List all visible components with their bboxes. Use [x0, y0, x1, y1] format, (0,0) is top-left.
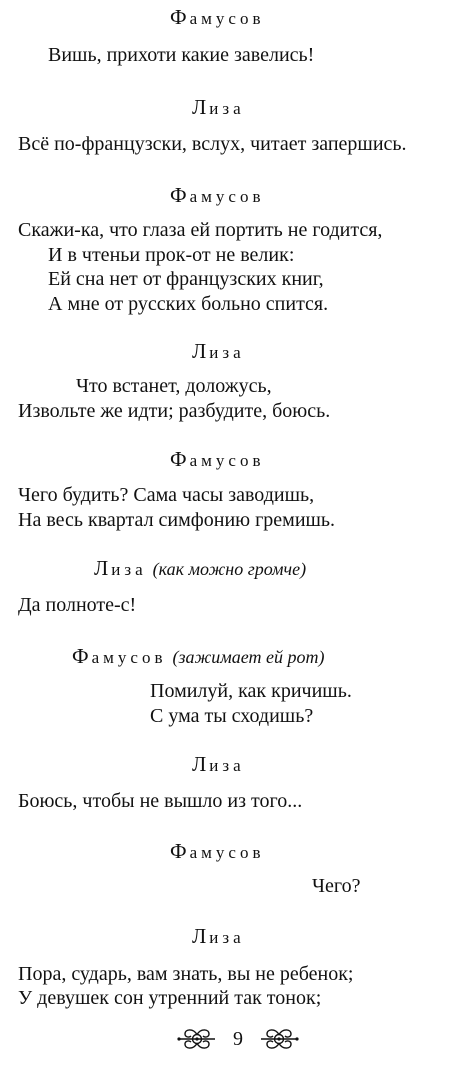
verse-line: Всё по-французски, вслух, читает запершись.: [18, 133, 407, 155]
fleuron-left-icon: [175, 1026, 219, 1052]
speaker-name: Фамусов: [170, 839, 265, 863]
verse-line: Скажи-ка, что глаза ей портить не годится,: [18, 219, 383, 241]
verse-line: Что встанет, доложусь,: [76, 375, 272, 397]
speaker-name: Лиза: [192, 95, 245, 119]
verse-line: Боюсь, чтобы не вышло из того...: [18, 790, 303, 812]
verse-line: Чего?: [312, 875, 361, 897]
verse-line: Извольте же идти; разбудите, боюсь.: [18, 400, 331, 422]
speaker-name: Лиза (как можно громче): [94, 556, 307, 580]
speaker-name: Лиза: [192, 339, 245, 363]
speaker-name: Лиза: [192, 752, 245, 776]
stage-direction: (зажимает ей рот): [172, 647, 325, 667]
stage-direction: (как можно громче): [152, 559, 307, 579]
verse-line: Помилуй, как кричишь.: [150, 680, 352, 702]
verse-line: Вишь, прихоти какие завелись!: [48, 44, 315, 66]
verse-line: А мне от русских больно спится.: [48, 293, 329, 315]
verse-line: Чего будить? Сама часы заводишь,: [18, 484, 315, 506]
verse-line: Да полноте-с!: [18, 594, 137, 616]
fleuron-right-icon: [257, 1026, 301, 1052]
verse-line: Ей сна нет от французских книг,: [48, 268, 324, 290]
verse-line: У девушек сон утренний так тонок;: [18, 987, 322, 1009]
speaker-name: Фамусов (зажимает ей рот): [72, 644, 325, 668]
speaker-name: Лиза: [192, 924, 245, 948]
page-number: 9: [233, 1027, 243, 1050]
verse-line: С ума ты сходишь?: [150, 705, 314, 727]
verse-line: Пора, сударь, вам знать, вы не ребенок;: [18, 963, 354, 985]
speaker-name: Фамусов: [170, 183, 265, 207]
verse-line: На весь квартал симфонию гремишь.: [18, 509, 336, 531]
page-footer: [0, 1024, 476, 1054]
verse-line: И в чтеньи прок-от не велик:: [48, 244, 295, 266]
speaker-name: Фамусов: [170, 447, 265, 471]
speaker-name: Фамусов: [170, 5, 265, 29]
